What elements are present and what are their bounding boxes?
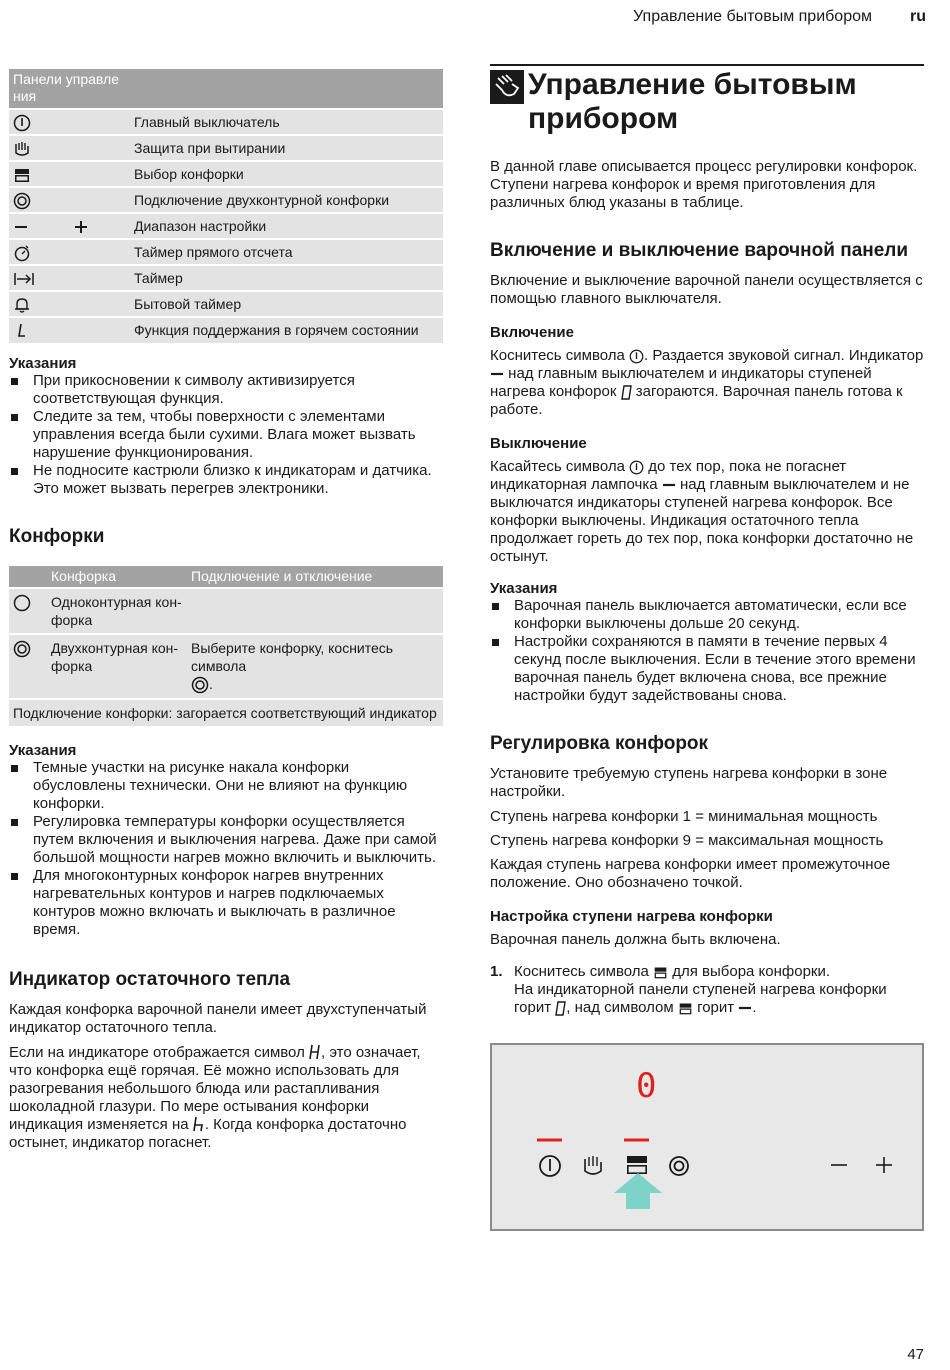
list-item: Регулировка температуры конфорки осуществляется путем включения и выключения нагрева. Даже при самой большой мощности нагрев можно включить и выключить. xyxy=(9,813,443,867)
controls-table xyxy=(9,69,443,343)
minus-plus-icon xyxy=(13,218,93,236)
table-row xyxy=(9,588,443,634)
list-item: Для многоконтурных конфорок нагрев внутренних нагревательных контуров и нагрев подключаемых контуров можно включать и выключать в различное время. xyxy=(9,867,443,939)
off-b: до тех пор, пока не погаснет индикаторная лампочка xyxy=(490,458,847,493)
keep-warm-icon xyxy=(13,322,31,340)
power-icon xyxy=(629,460,644,475)
on-text xyxy=(490,347,924,419)
off-title: Выключение xyxy=(490,435,587,452)
step-number: 1. xyxy=(490,963,503,980)
power-icon xyxy=(629,349,644,364)
hob-action-end: . xyxy=(209,676,213,692)
step1-e: горит xyxy=(697,999,735,1016)
zero-digit-icon xyxy=(621,385,632,400)
header-lang: ru xyxy=(910,8,926,25)
notes2-list xyxy=(9,759,443,939)
residual-p2a: Если на индикаторе отображается символ xyxy=(9,1044,305,1062)
plus-button[interactable] xyxy=(876,1157,892,1173)
notes1-title: Указания xyxy=(9,355,77,372)
dual-ring-icon xyxy=(191,676,209,694)
row-label: Подключение двухконтурной конфорки xyxy=(134,187,443,213)
title-line2: прибором xyxy=(528,102,679,135)
list-item: Настройки сохраняются в памяти в течение первых 4 секунд после выключения. Если в течение этого времени варочная панель будет включена снова, все прежние настройки будут задействованы снова. xyxy=(490,633,924,705)
left-column xyxy=(9,69,443,1152)
reg-p3: Ступень нагрева конфорки 9 = максимальная мощность xyxy=(490,832,884,849)
reg-title: Регулировка конфорок xyxy=(490,733,709,754)
notes3-list xyxy=(490,597,924,705)
timer-icon xyxy=(13,270,35,288)
row-label: Защита при вытирании xyxy=(134,135,443,161)
bell-icon xyxy=(13,296,31,314)
hob-name: Одноконтурная кон- форка xyxy=(47,588,187,634)
table-row xyxy=(9,265,443,291)
single-ring-icon xyxy=(13,594,31,612)
hob-action xyxy=(187,588,443,634)
page-number: 47 xyxy=(907,1346,924,1363)
warm-h-icon xyxy=(193,1116,205,1134)
step1-f: . xyxy=(752,999,757,1016)
reg-p2: Ступень нагрева конфорки 1 = минимальная мощность xyxy=(490,808,878,825)
hob-name: Двухконтурная кон- форка xyxy=(47,634,187,699)
on-c: над главным выключателем и индикаторы ступеней нагрева конфорок xyxy=(490,365,872,400)
pointer-arrow-icon xyxy=(614,1173,662,1209)
hotplate-select-icon xyxy=(13,166,31,184)
on-a: Коснитесь символа xyxy=(490,347,625,364)
on-d: загораются. Варочная панель готова к работе. xyxy=(490,383,903,418)
panel-graphic xyxy=(492,1045,922,1229)
wipe-protection-icon xyxy=(13,140,31,158)
intro-text: В данной главе описывается процесс регулировки конфорок. Ступени нагрева конфорок и время приготовления для различных блюд указаны в таблице. xyxy=(490,158,918,211)
step-1 xyxy=(490,963,924,1017)
onoff-text: Включение и выключение варочной панели осуществляется с помощью главного выключателя. xyxy=(490,272,923,307)
row-label: Таймер xyxy=(134,265,443,291)
hand-control-icon xyxy=(490,70,524,104)
right-column xyxy=(490,64,924,1017)
reg-p1: Установите требуемую ступень нагрева конфорки в зоне настройки. xyxy=(490,765,888,800)
table-row xyxy=(9,634,443,699)
dual-ring-icon xyxy=(13,192,31,210)
row-label: Диапазон настройки xyxy=(134,213,443,239)
table-row xyxy=(9,213,443,239)
hobs-title: Конфорки xyxy=(9,526,105,547)
table-row xyxy=(9,317,443,343)
table-row xyxy=(9,187,443,213)
hob-action: Выберите конфорку, коснитесь символа xyxy=(191,640,394,674)
residual-p2b: , это означает, что конфорка ещё горячая. Её можно использовать для разогревания небольшого блюда или растапливания шоколадной глазури. По мере остывания конфорки индикация изменяется на xyxy=(9,1044,421,1134)
table-row xyxy=(9,161,443,187)
hob-action-cell xyxy=(187,634,443,699)
table-row xyxy=(9,135,443,161)
table-row xyxy=(9,239,443,265)
row-label: Главный выключатель xyxy=(134,109,443,135)
off-c: над главным выключателем и не выключатся индикаторы ступеней нагрева конфорок. Все конфорки выключены. Индикация остаточного тепла продолжает гореть до тех пор, пока конфорки достаточно не остынут. xyxy=(490,476,914,565)
hotplate-select-button[interactable] xyxy=(627,1156,647,1173)
title-line1: Управление бытовым xyxy=(528,68,857,101)
set-title: Настройка ступени нагрева конфорки xyxy=(490,908,773,925)
hot-h-icon xyxy=(309,1044,321,1062)
on-b: . Раздается звуковой сигнал. Индикатор xyxy=(644,347,924,364)
set-p: Варочная панель должна быть включена. xyxy=(490,931,781,948)
table-row xyxy=(9,699,443,726)
residual-p2c: . Когда конфорка достаточно остынет, индикатор погаснет. xyxy=(9,1116,407,1152)
row-label: Выбор конфорки xyxy=(134,161,443,187)
hotplate-select-icon xyxy=(653,965,668,980)
indicator-dash-icon xyxy=(738,1003,752,1013)
stopwatch-icon xyxy=(13,244,31,262)
notes3-title: Указания xyxy=(490,580,558,597)
step1-c: На индикаторной панели ступеней нагрева конфорки горит xyxy=(514,981,887,1016)
onoff-title: Включение и выключение варочной панели xyxy=(490,240,909,261)
notes1-list xyxy=(9,372,443,498)
step1-a: Коснитесь символа xyxy=(514,963,649,980)
row-label: Таймер прямого отсчета xyxy=(134,239,443,265)
row-label: Функция поддержания в горячем состоянии xyxy=(134,317,443,343)
page-header xyxy=(0,8,950,30)
control-panel-illustration xyxy=(490,1043,924,1231)
residual-p1: Каждая конфорка варочной панели имеет двухступенчатый индикатор остаточного тепла. xyxy=(9,1001,427,1037)
power-button[interactable] xyxy=(540,1156,560,1176)
off-text xyxy=(490,458,924,566)
hobs-col2: Подключение и отключение xyxy=(187,566,443,588)
hotplate-select-icon xyxy=(678,1001,693,1016)
step1-d: , над символом xyxy=(566,999,674,1016)
dual-ring-icon xyxy=(13,640,31,658)
list-item: Следите за тем, чтобы поверхности с элементами управления всегда были сухими. Влага может вызвать нарушение функционирования. xyxy=(9,408,443,462)
power-icon xyxy=(13,114,31,132)
list-item: Темные участки на рисунке накала конфорки обусловлены технически. Они не влияют на функцию конфорки. xyxy=(9,759,443,813)
row-label: Бытовой таймер xyxy=(134,291,443,317)
off-a: Касайтесь символа xyxy=(490,458,625,475)
notes2-title: Указания xyxy=(9,742,77,760)
list-item: При прикосновении к символу активизируется соответствующая функция. xyxy=(9,372,443,408)
table-row xyxy=(9,291,443,317)
step1-b: для выбора конфорки. xyxy=(672,963,831,980)
reg-p4: Каждая ступень нагрева конфорки имеет промежуточное положение. Оно обозначено точкой. xyxy=(490,856,891,891)
residual-title: Индикатор остаточного тепла xyxy=(9,969,291,991)
zero-digit-icon xyxy=(555,1001,566,1016)
on-title: Включение xyxy=(490,324,574,341)
display-digit: 0 xyxy=(636,1066,657,1106)
list-item: Варочная панель выключается автоматически, если все конфорки выключены дольше 20 секунд. xyxy=(490,597,924,633)
hobs-col1: Конфорка xyxy=(47,566,187,588)
table-row xyxy=(9,109,443,135)
section-title xyxy=(490,64,924,136)
wipe-protection-button[interactable] xyxy=(585,1156,601,1174)
indicator-dash-icon xyxy=(490,369,504,379)
hobs-footer: Подключение конфорки: загорается соответствующий индикатор xyxy=(9,699,443,726)
controls-table-header: Панели управле ния xyxy=(9,69,443,109)
header-title: Управление бытовым прибором xyxy=(633,8,872,25)
hobs-table xyxy=(9,566,443,726)
list-item: Не подносите кастрюли близко к индикаторам и датчика. Это может вызвать перегрев электроники. xyxy=(9,462,443,498)
dual-ring-button[interactable] xyxy=(670,1157,688,1175)
indicator-dash-icon xyxy=(662,480,676,490)
residual-p2 xyxy=(9,1044,443,1152)
